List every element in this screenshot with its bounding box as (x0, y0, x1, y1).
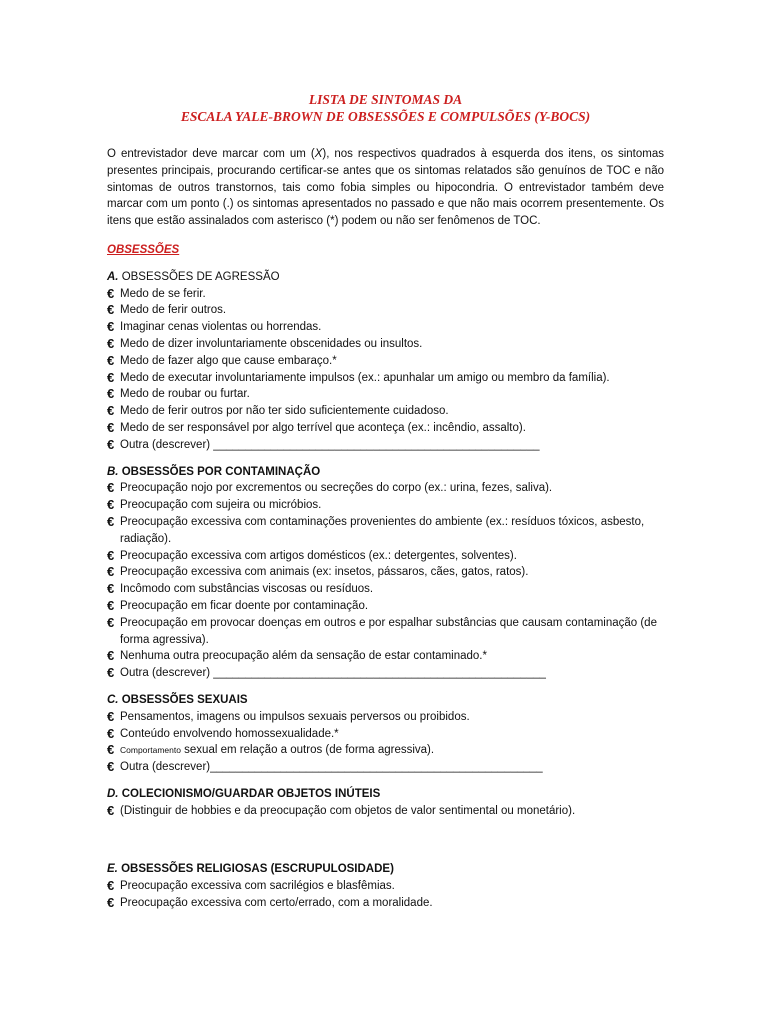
list-item[interactable] (107, 497, 664, 514)
section-d-heading (107, 786, 664, 803)
checkbox-bullet-icon[interactable]: € (107, 802, 115, 818)
item-text: Medo de se ferir. (120, 287, 206, 300)
section-name: OBSESSÕES SEXUAIS (118, 693, 248, 706)
section-letter: C. (107, 693, 119, 706)
list-item[interactable] (107, 514, 664, 548)
item-text-small: Comportamento (120, 745, 181, 756)
list-item[interactable] (107, 759, 664, 776)
section-name: OBSESSÕES POR CONTAMINAÇÃO (118, 465, 321, 478)
list-item[interactable] (107, 480, 664, 497)
intro-paragraph (107, 146, 664, 230)
list-item[interactable] (107, 286, 664, 303)
checkbox-bullet-icon[interactable]: € (107, 895, 115, 911)
list-item[interactable] (107, 895, 664, 912)
item-text: Preocupação nojo por excrementos ou secreções do corpo (ex.: urina, fezes, saliva). (120, 482, 553, 495)
section-c-heading (107, 692, 664, 709)
section-name: OBSESSÕES RELIGIOSAS (ESCRUPULOSIDADE) (117, 863, 394, 876)
title-line-2: ESCALA YALE-BROWN DE OBSESSÕES E COMPULSÕES (Y-BOCS) (180, 109, 591, 124)
item-text: Nenhuma outra preocupação além da sensação de estar contaminado.* (120, 650, 487, 663)
item-text: Preocupação com sujeira ou micróbios. (120, 499, 322, 512)
item-text: Imaginar cenas violentas ou horrendas. (120, 321, 322, 334)
spacer (107, 819, 664, 851)
list-item[interactable] (107, 437, 664, 454)
item-text: Medo de dizer involuntariamente obscenidades ou insultos. (120, 337, 423, 350)
list-item[interactable] (107, 598, 664, 615)
checkbox-bullet-icon[interactable]: € (107, 742, 115, 758)
list-item[interactable] (107, 420, 664, 437)
list-item[interactable] (107, 386, 664, 403)
section-name: COLECIONISMO/GUARDAR OBJETOS INÚTEIS (118, 787, 381, 800)
item-text: Pensamentos, imagens ou impulsos sexuais perversos ou proibidos. (120, 710, 470, 723)
list-item[interactable] (107, 615, 664, 649)
list-item[interactable] (107, 302, 664, 319)
document-title (107, 91, 664, 125)
section-a-heading (107, 269, 664, 286)
item-text: Preocupação em provocar doenças em outros e por espalhar substâncias que causam contaminação (de forma agressiva). (120, 616, 657, 646)
checkbox-bullet-icon[interactable]: € (107, 302, 115, 318)
list-item[interactable] (107, 726, 664, 743)
intro-text-1: O entrevistador deve marcar com um ( (107, 148, 315, 160)
list-item[interactable] (107, 581, 664, 598)
item-text: Incômodo com substâncias viscosas ou resíduos. (120, 583, 374, 596)
checkbox-bullet-icon[interactable]: € (107, 581, 115, 597)
checkbox-bullet-icon[interactable]: € (107, 648, 115, 664)
item-text: Preocupação excessiva com animais (ex: insetos, pássaros, cães, gatos, ratos). (120, 566, 529, 579)
section-d-list (107, 803, 664, 820)
list-item[interactable] (107, 648, 664, 665)
section-c-list (107, 709, 664, 743)
checkbox-bullet-icon[interactable]: € (107, 665, 115, 681)
checkbox-bullet-icon[interactable]: € (107, 547, 115, 563)
list-item[interactable] (107, 353, 664, 370)
checkbox-bullet-icon[interactable]: € (107, 878, 115, 894)
item-text: Outra (descrever)____________________________________________________ (120, 761, 543, 774)
intro-x-mark: X (314, 148, 323, 160)
item-text: Preocupação excessiva com contaminações provenientes do ambiente (ex.: resíduos tóxicos, asbesto, radiação). (120, 515, 645, 545)
title-line-1: LISTA DE SINTOMAS DA (308, 92, 463, 107)
section-letter: A. (107, 270, 119, 283)
list-item[interactable] (107, 319, 664, 336)
section-b-heading (107, 464, 664, 481)
checkbox-bullet-icon[interactable]: € (107, 480, 115, 496)
checkbox-bullet-icon[interactable]: € (107, 497, 115, 513)
list-item[interactable] (107, 370, 664, 387)
item-text: Medo de fazer algo que cause embaraço.* (120, 354, 337, 367)
list-item[interactable] (107, 803, 664, 820)
item-text: Preocupação excessiva com sacrilégios e blasfêmias. (120, 880, 395, 893)
item-text: Preocupação em ficar doente por contaminação. (120, 599, 369, 612)
item-text: Medo de ser responsável por algo terrível que aconteça (ex.: incêndio, assalto). (120, 421, 526, 434)
list-item[interactable] (107, 709, 664, 726)
obsessoes-heading: OBSESSÕES (107, 243, 180, 256)
checkbox-bullet-icon[interactable]: € (107, 352, 115, 368)
list-item[interactable] (107, 336, 664, 353)
checkbox-bullet-icon[interactable]: € (107, 335, 115, 351)
section-e-heading (107, 861, 664, 878)
item-text: (Distinguir de hobbies e da preocupação com objetos de valor sentimental ou monetário). (120, 804, 576, 817)
checkbox-bullet-icon[interactable]: € (107, 614, 115, 630)
section-a-list (107, 286, 664, 454)
item-text: Preocupação excessiva com certo/errado, com a moralidade. (120, 897, 433, 910)
list-item[interactable] (107, 403, 664, 420)
checkbox-bullet-icon[interactable]: € (107, 564, 115, 580)
checkbox-bullet-icon[interactable]: € (107, 725, 115, 741)
item-text: Medo de ferir outros por não ter sido suficientemente cuidadoso. (120, 405, 449, 418)
checkbox-bullet-icon[interactable]: € (107, 403, 115, 419)
checkbox-bullet-icon[interactable]: € (107, 708, 115, 724)
intro-text-2: ), nos respectivos quadrados à esquerda dos itens, os sintomas presentes principais, procurando certificar-se antes que os sintomas relatados são genuínos de TOC e não sintomas de outros transtornos, tais como fobia simples ou hipocondria. O entrevistador também deve marcar com um ponto (.) os sintomas apresentados no passado e que não mais ocorrem presentemente. Os itens que estão assinalados com asterisco (*) podem ou não ser fenômenos de TOC. (107, 148, 664, 228)
item-text: sexual em relação a outros (de forma agressiva). (180, 744, 435, 757)
list-item[interactable] (107, 548, 664, 565)
document-page (107, 91, 664, 912)
section-letter: B. (107, 465, 119, 478)
checkbox-bullet-icon[interactable]: € (107, 386, 115, 402)
checkbox-bullet-icon[interactable]: € (107, 369, 115, 385)
checkbox-bullet-icon[interactable]: € (107, 759, 115, 775)
item-text: Conteúdo envolvendo homossexualidade.* (120, 727, 339, 740)
item-text: Medo de roubar ou furtar. (120, 388, 250, 401)
section-letter: E. (107, 863, 118, 876)
item-text: Preocupação excessiva com artigos domésticos (ex.: detergentes, solventes). (120, 549, 517, 562)
section-e-list (107, 878, 664, 912)
list-item[interactable] (107, 564, 664, 581)
item-text: Outra (descrever) ____________________________________________________ (120, 667, 546, 680)
item-text: Medo de executar involuntariamente impulsos (ex.: apunhalar um amigo ou membro da família). (120, 371, 610, 384)
checkbox-bullet-icon[interactable]: € (107, 513, 115, 529)
section-name: OBSESSÕES DE AGRESSÃO (118, 270, 280, 283)
section-b-list (107, 480, 664, 682)
checkbox-bullet-icon[interactable]: € (107, 597, 115, 613)
list-item[interactable] (107, 742, 664, 759)
section-letter: D. (107, 787, 119, 800)
item-text: Outra (descrever) ___________________________________________________ (120, 438, 540, 451)
checkbox-bullet-icon[interactable]: € (107, 436, 115, 452)
checkbox-bullet-icon[interactable]: € (107, 319, 115, 335)
checkbox-bullet-icon[interactable]: € (107, 419, 115, 435)
checkbox-bullet-icon[interactable]: € (107, 285, 115, 301)
list-item[interactable] (107, 665, 664, 682)
item-text: Medo de ferir outros. (120, 304, 227, 317)
list-item[interactable] (107, 878, 664, 895)
